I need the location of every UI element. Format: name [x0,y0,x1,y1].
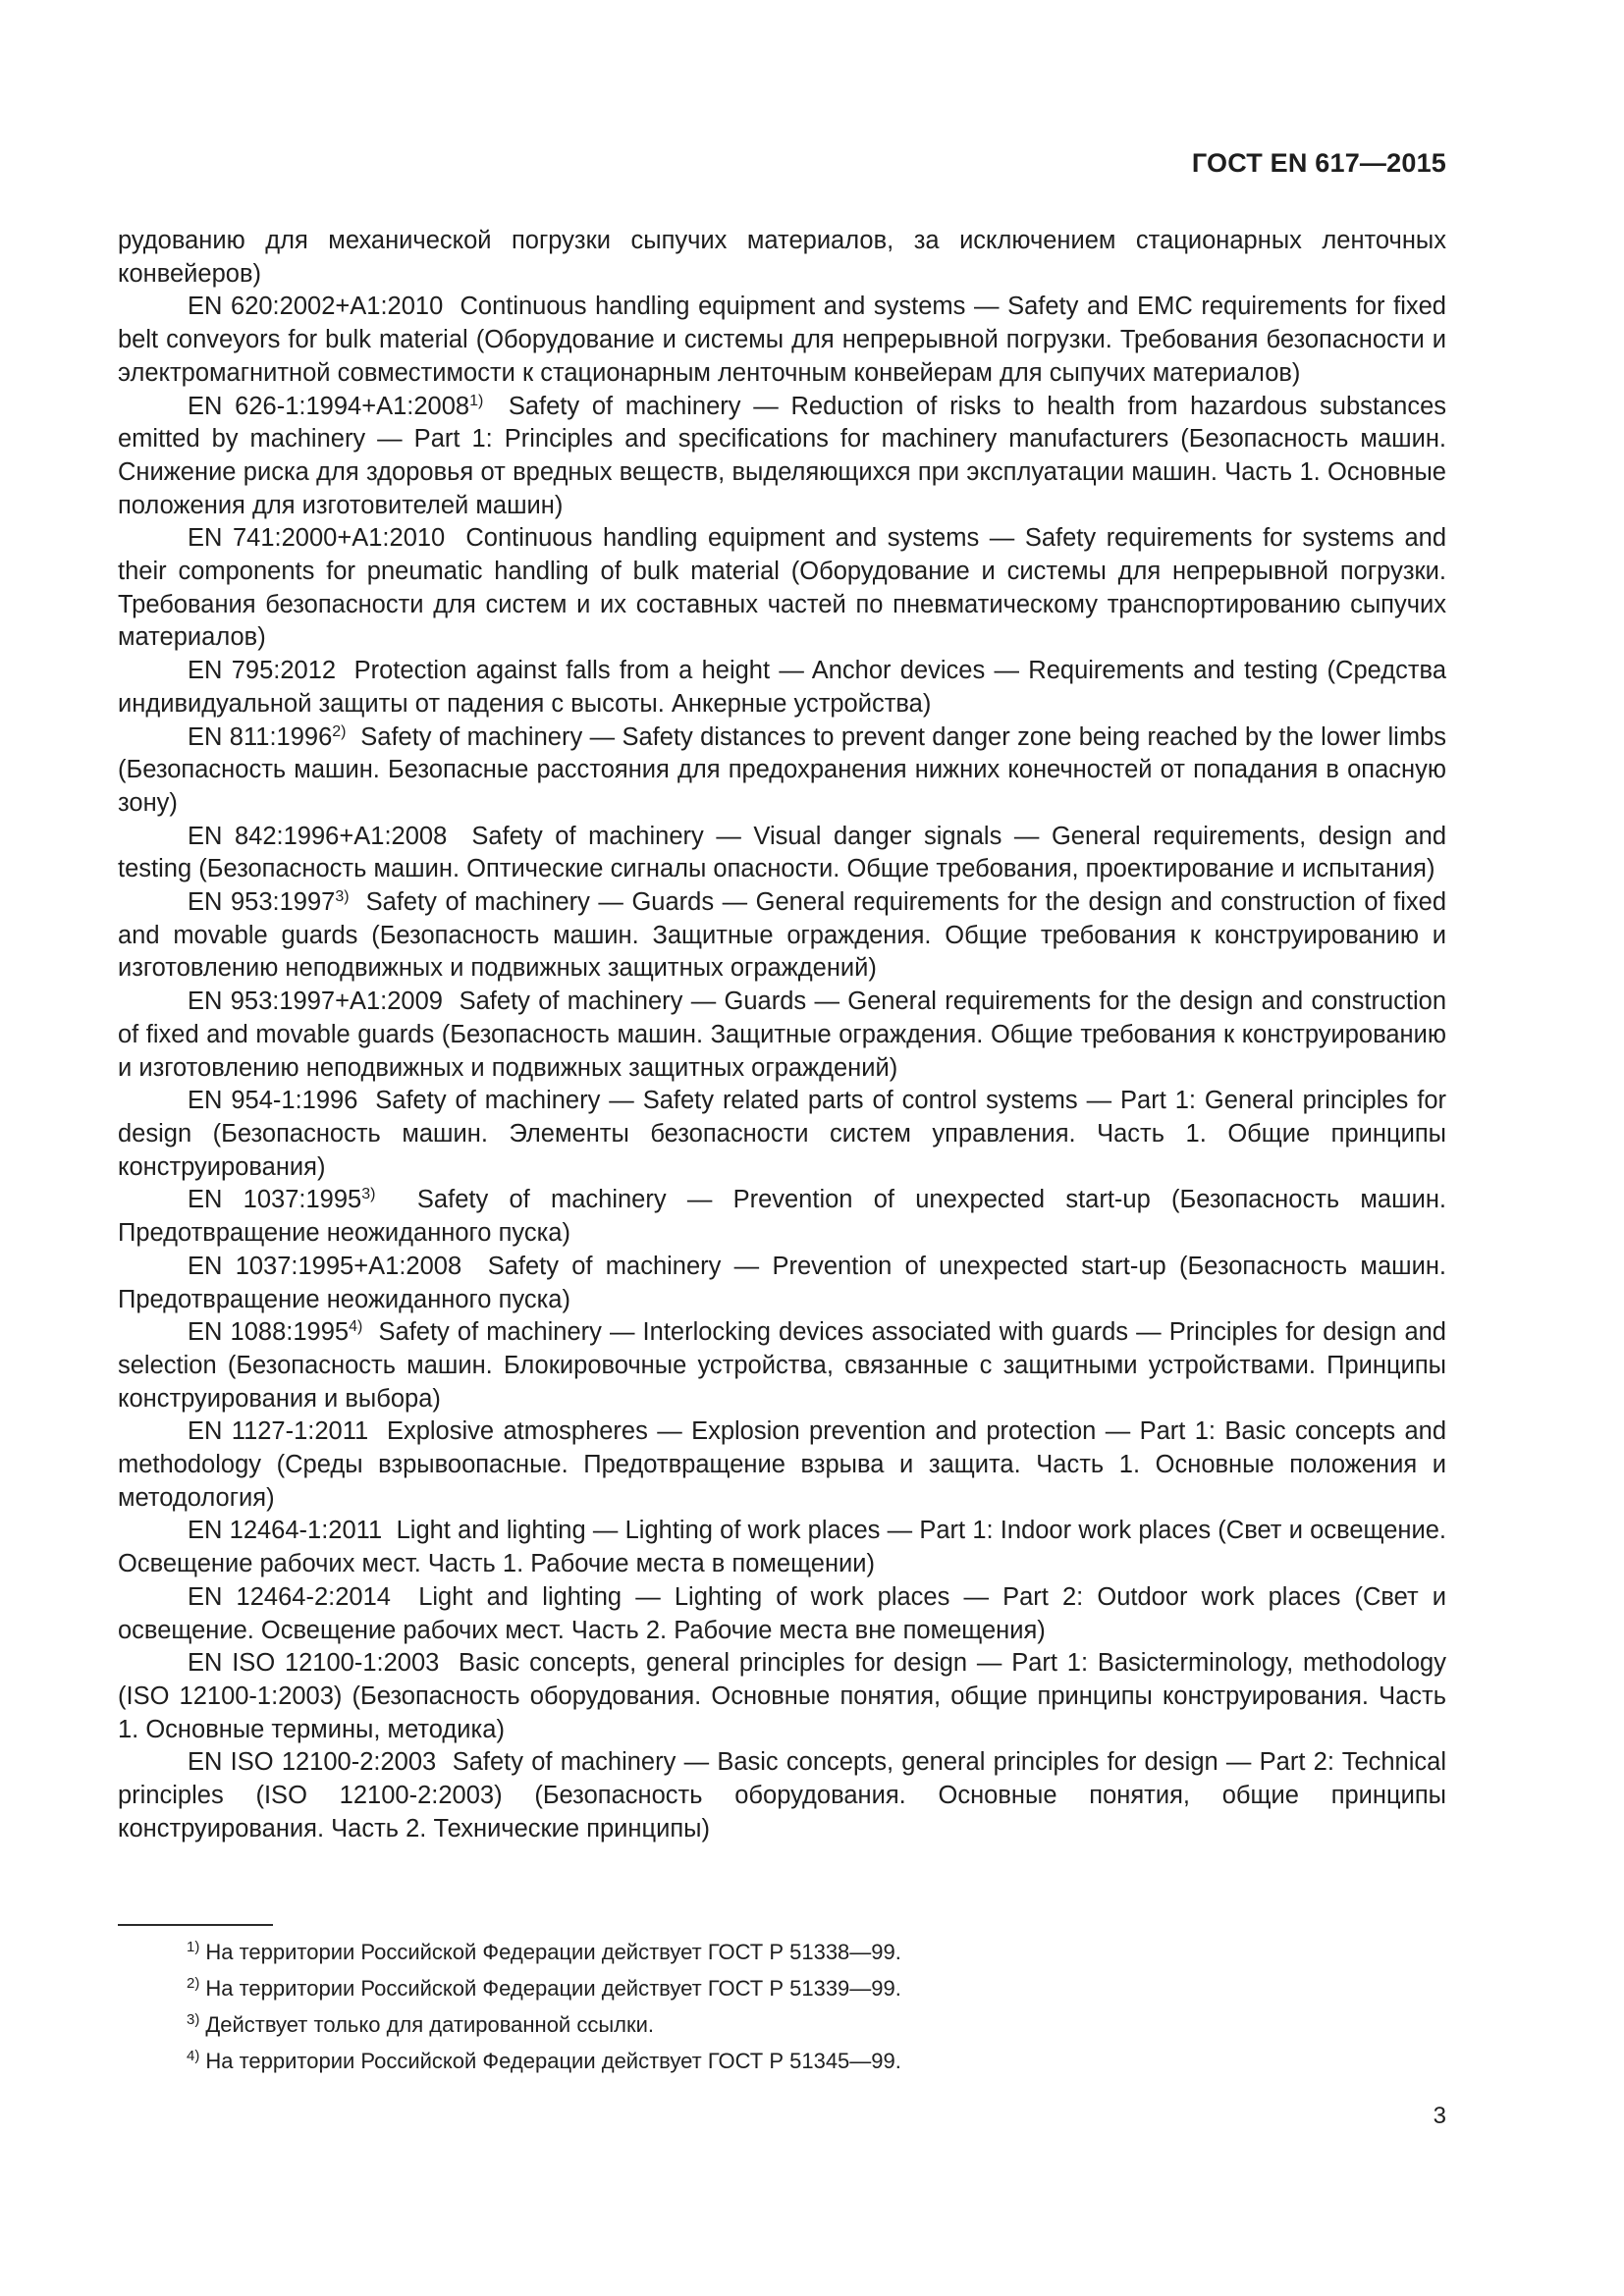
reference-title: Safety of machinery — Prevention of unexpected start-up (Безопасность машин. Предотвращение неожиданного пуска) [118,1252,1447,1313]
footnote-text: На территории Российской Федерации действует ГОСТ Р 51345—99. [205,2049,901,2073]
continuation-paragraph: рудованию для механической погрузки сыпучих материалов, за исключением стационарных ленточных конвейеров) [118,227,1446,288]
reference-title: Safety of machinery — Safety related parts of control systems — Part 1: General principles for design (Безопасность машин. Элементы безопасности систем управления. Часть 1. Общие принципы конструирования) [118,1087,1446,1181]
reference-code: EN 620:2002+A1:2010 [188,293,444,321]
reference-code: EN 1037:1995 [188,1186,362,1214]
reference-code: EN 953:1997 [188,888,336,917]
footnote-marker: 3) [361,1186,376,1203]
reference-entry [118,391,1446,523]
reference-title: Basic concepts, general principles for design — Part 1: Basicterminology, methodology (ISO 12100-1:2003) (Безопасность оборудования. Основные понятия, общие принципы конструирования. Часть 1. Основные термины, методика) [118,1649,1446,1743]
reference-entry [118,986,1446,1085]
footnote-text: На территории Российской Федерации действует ГОСТ Р 51338—99. [205,1940,901,1964]
footnote-mark: 3) [187,2011,200,2028]
footnote-item [187,2043,1365,2079]
normative-references-text [118,225,1446,1845]
reference-entry [118,655,1446,721]
reference-title: Safety of machinery — Basic concepts, general principles for design — Part 2: Technical principles (ISO 12100-2:2003) (Безопасность оборудования. Основные понятия, общие принципы конструирования. Часть 2. Технические принципы) [118,1748,1447,1842]
standard-designation: ГОСТ EN 617—2015 [1191,148,1446,178]
footnote-item [187,1970,1365,2006]
footnote-marker: 2) [332,722,347,740]
reference-entry [118,1647,1446,1746]
reference-entry [118,1251,1446,1316]
footnote-marker: 1) [469,392,484,409]
reference-code: EN 795:2012 [188,657,337,685]
footnote-item [187,2006,1365,2043]
reference-title: Safety of machinery — Interlocking devices associated with guards — Principles for design and selection (Безопасность машин. Блокировочные устройства, связанные с защитными устройствами. Принципы конструирования и выбора) [118,1318,1446,1413]
reference-code: EN 953:1997+A1:2009 [188,988,443,1016]
reference-code: EN ISO 12100-1:2003 [188,1649,440,1678]
reference-title: Explosive atmospheres — Explosion prevention and protection — Part 1: Basic concepts and methodology (Среды взрывоопасные. Предотвращение взрыва и защита. Часть 1. Основные положения и методология) [118,1417,1447,1512]
reference-code: EN 741:2000+A1:2010 [188,524,446,553]
reference-entry [118,1515,1446,1580]
reference-entry [118,1415,1446,1515]
reference-entry [118,291,1446,390]
reference-title: Light and lighting — Lighting of work places — Part 1: Indoor work places (Свет и освещение. Освещение рабочих мест. Часть 1. Рабочие места в помещении) [118,1517,1447,1578]
reference-code: EN 1127-1:2011 [188,1417,369,1446]
reference-title: Light and lighting — Lighting of work places — Part 2: Outdoor work places (Свет и освещение. Освещение рабочих мест. Часть 2. Рабочие места вне помещения) [118,1582,1446,1644]
reference-code: EN 1088:1995 [188,1318,350,1347]
footnotes [187,1934,1365,2079]
page-number: 3 [1433,2103,1446,2129]
reference-title: Safety of machinery — Reduction of risks to health from hazardous substances emitted by machinery — Part 1: Principles and specifications for machinery manufacturers (Безопасность машин. Снижение риска для здоровья от вредных веществ, выделяющихся при эксплуатации машин. Часть 1. Основные положения для изготовителей машин) [118,392,1447,519]
footnote-mark: 4) [187,2048,200,2064]
footnote-marker: 3) [335,888,350,906]
reference-entry [118,522,1446,655]
footnote-separator [118,1924,273,1926]
reference-code: EN 811:1996 [188,722,333,751]
footnote-item [187,1934,1365,1970]
footnote-text: Действует только для датированной ссылки. [205,2012,655,2037]
reference-code: EN 626-1:1994+A1:2008 [188,392,470,420]
reference-entry [118,821,1446,886]
reference-entry [118,1746,1446,1845]
reference-title: Safety of machinery — Guards — General requirements for the design and construction of fixed and movable guards (Безопасность машин. Защитные ограждения. Общие требования к конструированию и изготовлению неподвижных и подвижных защитных ограждений) [118,888,1446,983]
reference-code: EN 954-1:1996 [188,1087,358,1115]
reference-title: Continuous handling equipment and systems — Safety requirements for systems and their components for pneumatic handling of bulk material (Оборудование и системы для непрерывной погрузки. Требования безопасности для систем и их составных частей по пневматическому транспортированию сыпучих материалов) [118,524,1447,652]
reference-list [118,291,1446,1845]
reference-title: Safety of machinery — Visual danger signals — General requirements, design and testing (Безопасность машин. Оптические сигналы опасности. Общие требования, проектирование и испытания) [118,822,1447,883]
footnote-marker: 4) [349,1318,363,1336]
reference-code: EN 1037:1995+A1:2008 [188,1252,462,1280]
reference-title: Safety of machinery — Prevention of unexpected start-up (Безопасность машин. Предотвращение неожиданного пуска) [118,1186,1446,1248]
footnote-mark: 1) [187,1939,200,1955]
reference-title: Protection against falls from a height — Anchor devices — Requirements and testing (Средства индивидуальной защиты от падения с высоты. Анкерные устройства) [118,657,1447,718]
footnote-mark: 2) [187,1975,200,1992]
reference-code: EN 12464-1:2011 [188,1517,383,1545]
reference-entry [118,1184,1446,1250]
reference-code: EN 842:1996+A1:2008 [188,822,448,850]
reference-entry [118,1085,1446,1184]
reference-code: EN 12464-2:2014 [188,1582,391,1611]
reference-title: Safety of machinery — Safety distances to prevent danger zone being reached by the lower limbs (Безопасность машин. Безопасные расстояния для предохранения нижних конечностей от попадания в опасную зону) [118,722,1446,817]
reference-entry [118,1316,1446,1415]
footnote-text: На территории Российской Федерации действует ГОСТ Р 51339—99. [205,1976,901,2001]
reference-code: EN ISO 12100-2:2003 [188,1748,437,1777]
reference-entry [118,886,1446,986]
reference-entry [118,721,1446,821]
reference-entry [118,1581,1446,1647]
reference-title: Continuous handling equipment and systems — Safety and EMC requirements for fixed belt conveyors for bulk material (Оборудование и системы для непрерывной погрузки. Требования безопасности и электромагнитной совместимости к стационарным ленточным конвейерам для сыпучих материалов) [118,293,1446,387]
reference-title: Safety of machinery — Guards — General requirements for the design and construction of fixed and movable guards (Безопасность машин. Защитные ограждения. Общие требования к конструированию и изготовлению неподвижных и подвижных защитных ограждений) [118,988,1446,1082]
